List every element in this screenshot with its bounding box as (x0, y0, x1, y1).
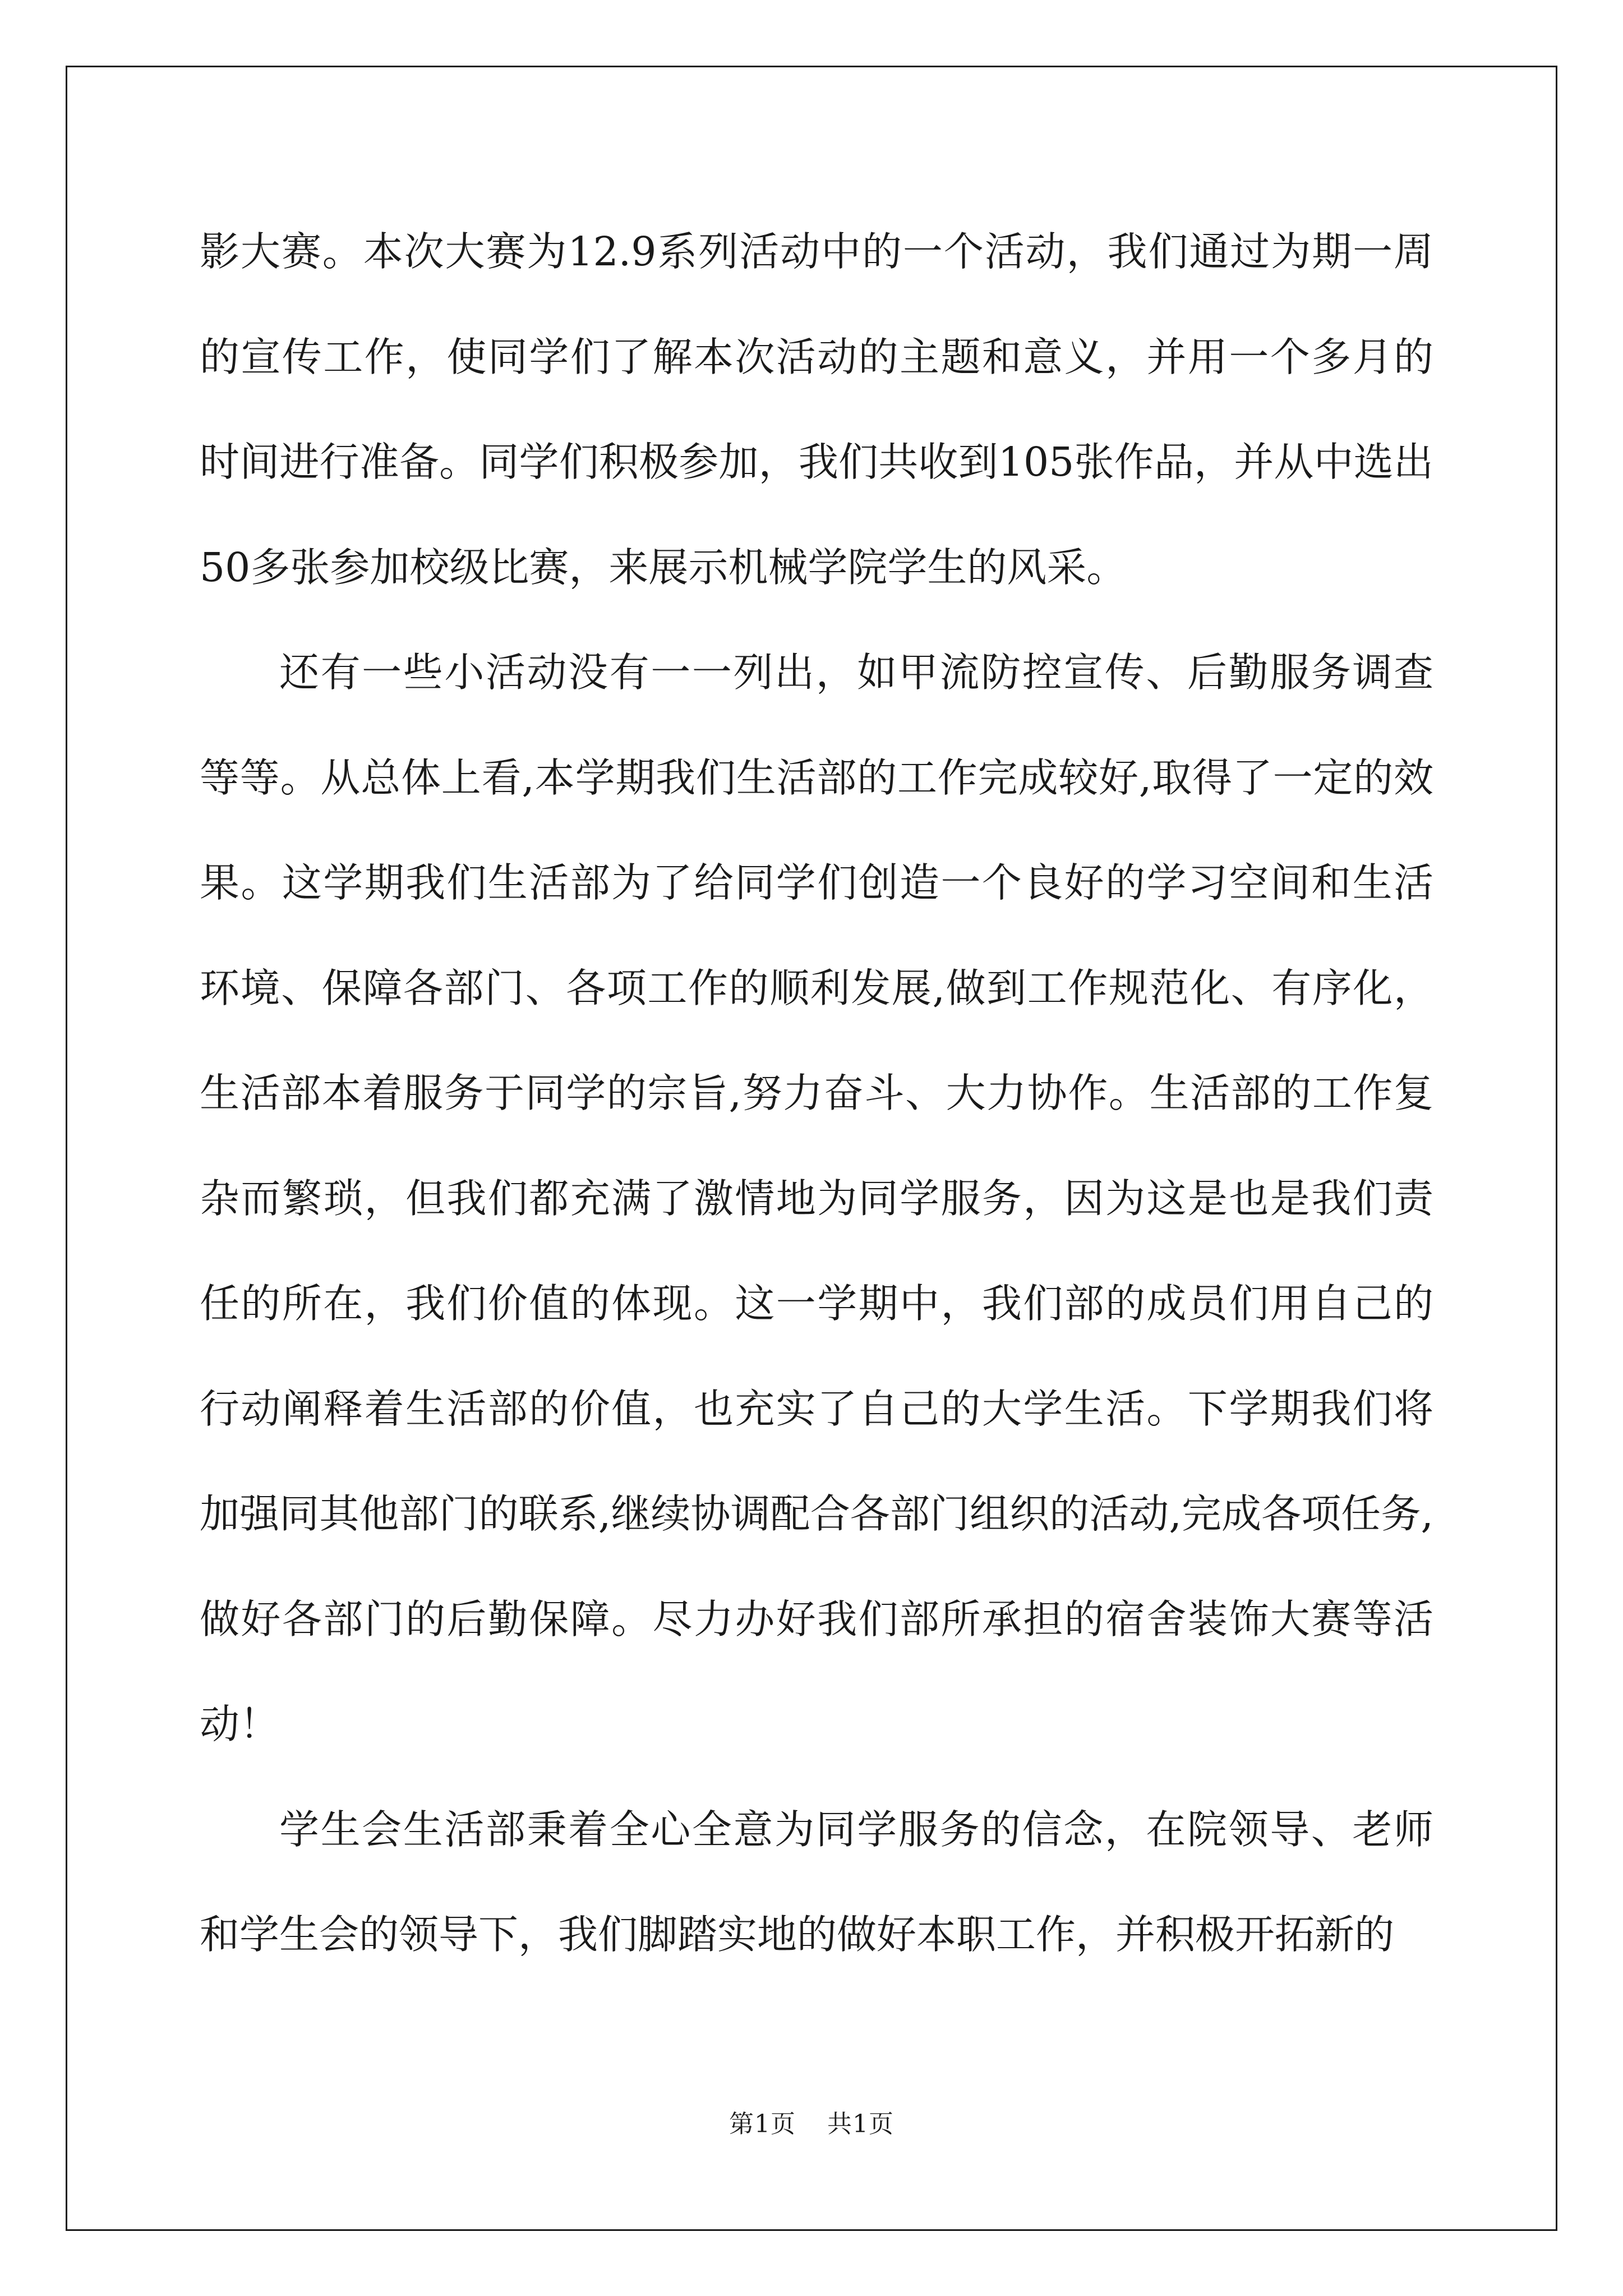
page-footer (0, 2104, 1623, 2139)
paragraph-continued: 影大赛。本次大赛为12.9系列活动中的一个活动，我们通过为期一周的宣传工作，使同学们了解本次活动的主题和意义，并用一个多月的时间进行准备。同学们积极参加，我们共收到105张作品，并从中选出50多张参加校级比赛，来展示机械学院学生的风采。 (200, 228, 1433, 591)
document-body (200, 199, 1433, 1987)
paragraph-summary: 还有一些小活动没有一一列出，如甲流防控宣传、后勤服务调查等等。从总体上看,本学期我们生活部的工作完成较好,取得了一定的效果。这学期我们生活部为了给同学们创造一个良好的学习空间和生活环境、保障各部门、各项工作的顺利发展,做到工作规范化、有序化，生活部本着服务于同学的宗旨,努力奋斗、大力协作。生活部的工作复杂而繁琐，但我们都充满了激情地为同学服务，因为这是也是我们责任的所在，我们价值的体现。这一学期中，我们部的成员们用自己的行动阐释着生活部的价值，也充实了自己的大学生活。下学期我们将加强同其他部门的联系,继续协调配合各部门组织的活动,完成各项任务,做好各部门的后勤保障。尽力办好我们部所承担的宿舍装饰大赛等活动！ (200, 649, 1433, 1747)
page-number-current: 第1页 (729, 2110, 796, 2138)
page-number-total: 共1页 (827, 2110, 894, 2138)
paragraph-closing: 学生会生活部秉着全心全意为同学服务的信念，在院领导、老师和学生会的领导下，我们脚踏实地的做好本职工作，并积极开拓新的 (200, 1806, 1433, 1958)
